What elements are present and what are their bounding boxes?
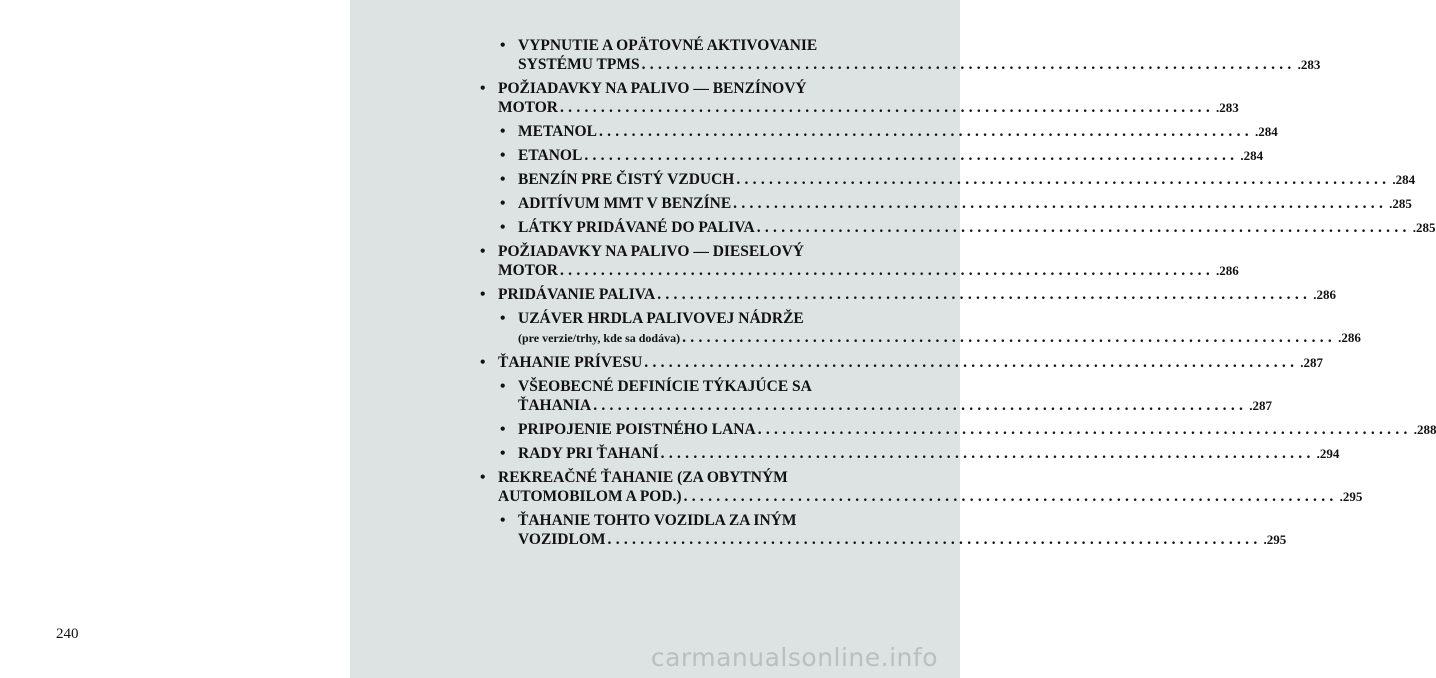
- toc-entry-title: ADITÍVUM MMT V BENZÍNE: [518, 195, 732, 212]
- toc-entry[interactable]: [480, 377, 1272, 415]
- toc-leader-dots: ................................................................................: [598, 123, 1253, 140]
- toc-entry-page: .287: [1300, 355, 1324, 370]
- bullet-icon: •: [500, 310, 506, 327]
- toc-entry-page: .287: [1249, 398, 1272, 413]
- toc-entry[interactable]: [480, 122, 1278, 141]
- toc-entry-page: .283: [1297, 57, 1321, 72]
- toc-entry[interactable]: [480, 353, 1324, 372]
- toc-leader-dots: ................................................................................: [644, 354, 1299, 371]
- toc-entry-title: LÁTKY PRIDÁVANÉ DO PALIVA: [518, 219, 755, 236]
- toc-entry-title: (pre verzie/trhy, kde sa dodáva): [518, 331, 681, 345]
- toc-entry-page: .295: [1263, 532, 1287, 547]
- toc-leader-dots: ................................................................................: [682, 329, 1337, 346]
- bullet-icon: •: [480, 243, 486, 260]
- table-of-contents: [480, 36, 1436, 554]
- toc-panel: [350, 0, 1436, 678]
- toc-entry-title: PRIPOJENIE POISTNÉHO LANA: [518, 421, 756, 438]
- toc-entry-page: .286: [1313, 287, 1336, 302]
- toc-entry-title-line: VŠEOBECNÉ DEFINÍCIE TÝKAJÚCE SA: [518, 378, 812, 395]
- toc-entry-title: MOTOR: [498, 99, 558, 116]
- toc-leader-dots: ................................................................................: [757, 421, 1412, 438]
- toc-entry-page: .285: [1389, 196, 1412, 211]
- toc-entry-page: .284: [1254, 124, 1278, 139]
- toc-entry[interactable]: [480, 309, 1361, 348]
- toc-entry-page: .288: [1413, 422, 1436, 437]
- toc-entry-title: VOZIDLOM: [518, 531, 606, 548]
- toc-entry-title: METANOL: [518, 123, 597, 140]
- toc-entry-title-line: VYPNUTIE A OPÄTOVNÉ AKTIVOVANIE: [518, 37, 818, 54]
- toc-entry-title: BENZÍN PRE ČISTÝ VZDUCH: [518, 171, 735, 188]
- toc-leader-dots: ................................................................................: [657, 286, 1312, 303]
- toc-entry-title-line: ŤAHANIE TOHTO VOZIDLA ZA INÝM: [518, 512, 797, 529]
- toc-entry-title-line: POŽIADAVKY NA PALIVO — BENZÍNOVÝ: [498, 80, 807, 97]
- toc-entry[interactable]: [480, 218, 1436, 237]
- toc-entry[interactable]: [480, 511, 1287, 549]
- bullet-icon: •: [500, 171, 506, 188]
- toc-entry-page: .285: [1412, 220, 1436, 235]
- toc-entry[interactable]: [480, 420, 1436, 439]
- toc-entry[interactable]: [480, 170, 1416, 189]
- toc-entry[interactable]: [480, 194, 1412, 213]
- toc-entry-title: ŤAHANIA: [518, 397, 592, 414]
- toc-entry[interactable]: [480, 146, 1264, 165]
- bullet-icon: •: [500, 421, 506, 438]
- bullet-icon: •: [500, 219, 506, 236]
- toc-entry-page: .295: [1339, 489, 1363, 504]
- page-number: 240: [56, 626, 79, 642]
- bullet-icon: •: [500, 512, 506, 529]
- toc-leader-dots: ................................................................................: [584, 147, 1239, 164]
- toc-entry-title: ETANOL: [518, 147, 583, 164]
- toc-entry[interactable]: [480, 468, 1363, 506]
- toc-leader-dots: ................................................................................: [593, 397, 1248, 414]
- toc-leader-dots: ................................................................................: [560, 99, 1214, 116]
- toc-leader-dots: ................................................................................: [560, 262, 1214, 279]
- bullet-icon: •: [500, 195, 506, 212]
- bullet-icon: •: [480, 354, 486, 371]
- toc-entry-title: MOTOR: [498, 262, 558, 279]
- toc-leader-dots: ................................................................................: [607, 531, 1262, 548]
- toc-entry[interactable]: [480, 79, 1239, 117]
- toc-entry[interactable]: [480, 36, 1321, 74]
- bullet-icon: •: [480, 469, 486, 486]
- toc-entry-page: .294: [1316, 446, 1340, 461]
- toc-entry-title-line: REKREAČNÉ ŤAHANIE (ZA OBYTNÝM: [498, 469, 788, 486]
- toc-entry-title: SYSTÉMU TPMS: [518, 56, 640, 73]
- bullet-icon: •: [500, 378, 506, 395]
- toc-entry-title: AUTOMOBILOM A POD.): [498, 488, 682, 505]
- toc-leader-dots: ................................................................................: [736, 171, 1391, 188]
- toc-entry-page: .284: [1240, 148, 1264, 163]
- toc-entry-title-line: UZÁVER HRDLA PALIVOVEJ NÁDRŽE: [518, 310, 804, 327]
- left-page: [0, 0, 350, 678]
- toc-entry-page: .284: [1392, 172, 1416, 187]
- toc-leader-dots: ................................................................................: [683, 488, 1338, 505]
- watermark: carmanualsonline.info: [650, 643, 938, 672]
- bullet-icon: •: [480, 80, 486, 97]
- toc-entry-title: ŤAHANIE PRÍVESU: [498, 354, 643, 371]
- bullet-icon: •: [500, 147, 506, 164]
- bullet-icon: •: [500, 445, 506, 462]
- toc-leader-dots: ................................................................................: [733, 195, 1388, 212]
- toc-entry-page: .283: [1216, 100, 1239, 115]
- toc-entry-title-line: POŽIADAVKY NA PALIVO — DIESELOVÝ: [498, 243, 805, 260]
- toc-entry-page: .286: [1338, 330, 1361, 345]
- toc-entry-page: .286: [1216, 263, 1239, 278]
- toc-entry[interactable]: [480, 444, 1340, 463]
- bullet-icon: •: [500, 123, 506, 140]
- toc-leader-dots: ................................................................................: [641, 56, 1296, 73]
- toc-entry-title: PRIDÁVANIE PALIVA: [498, 286, 656, 303]
- toc-entry-title: RADY PRI ŤAHANÍ: [518, 445, 659, 462]
- toc-entry[interactable]: [480, 242, 1239, 280]
- toc-leader-dots: ................................................................................: [660, 445, 1315, 462]
- toc-leader-dots: ................................................................................: [756, 219, 1411, 236]
- toc-entry[interactable]: [480, 285, 1336, 304]
- bullet-icon: •: [500, 37, 506, 54]
- bullet-icon: •: [480, 286, 486, 303]
